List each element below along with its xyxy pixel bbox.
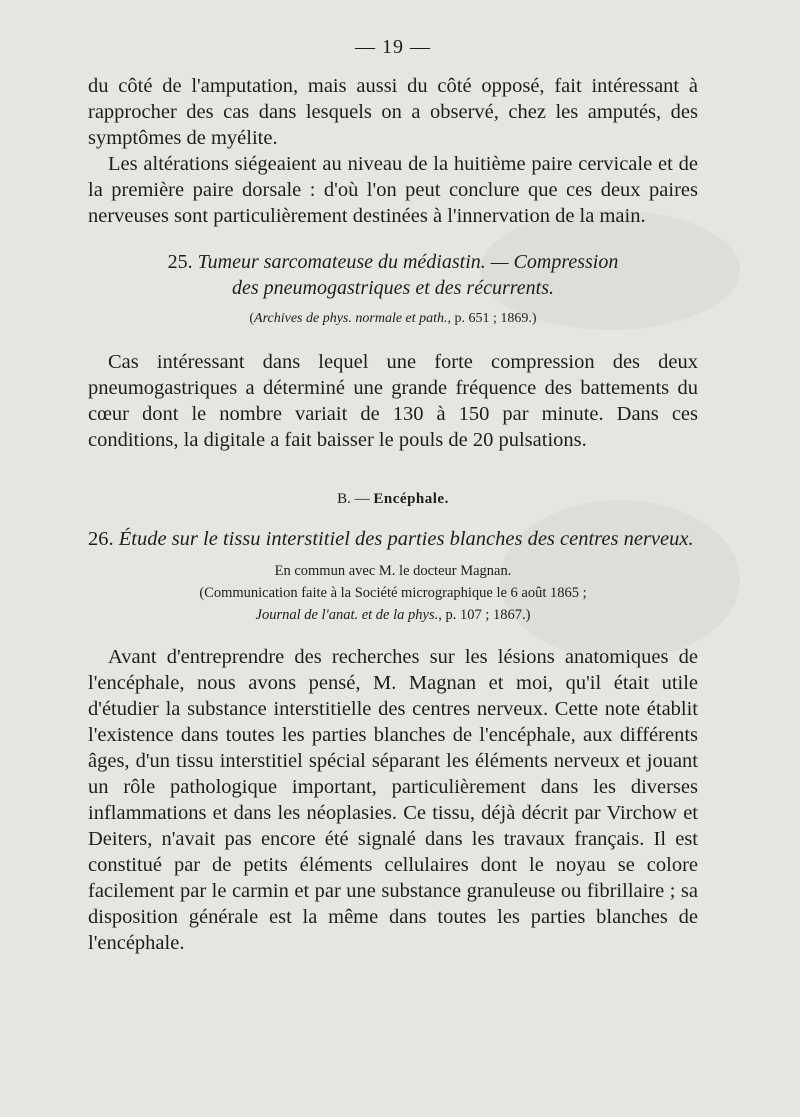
entry-26-communication: (Communication faite à la Société micrographique le 6 août 1865 ;	[199, 585, 587, 601]
ref-journal: Archives de phys. normale et path.	[254, 311, 448, 326]
section-b-title: Encéphale.	[373, 491, 449, 507]
entry-25-number: 25.	[167, 251, 193, 273]
entry-25-body: Cas intéressant dans lequel une forte compression des deux pneumogastriques a déterminé une grande fréquence des battements du cœur dont le nombre variait de 130 à 150 par minute. Dans ces conditions, la digitale a fait baisser le pouls de 20 pulsations.	[88, 351, 698, 451]
entry-26-title	[88, 526, 698, 552]
ref-prefix: (	[249, 311, 255, 326]
entry-26-title-text: Étude sur le tissu interstitiel des parties blanches des centres nerveux.	[118, 528, 694, 550]
paragraph-continuation: du côté de l'amputation, mais aussi du côté opposé, fait intéressant à rapprocher des cas dans lesquels on a observé, chez les amputés, des symptômes de myélite.	[88, 75, 698, 149]
entry-25-title-line1: Tumeur sarcomateuse du médiastin. — Compression	[197, 251, 619, 273]
paragraph-alterations: Les altérations siégeaient au niveau de la huitième paire cervicale et de la première paire dorsale : d'où l'on peut conclure que ces deux paires nerveuses sont particulièrement destinées à l'innervation de la main.	[88, 153, 698, 227]
entry-26-number: 26.	[88, 528, 114, 550]
entry-26-journal	[88, 604, 698, 626]
page-number: — 19 —	[355, 36, 431, 58]
entry-25-title	[88, 249, 698, 301]
entry-26-body: Avant d'entreprendre des recherches sur les lésions anatomiques de l'encéphale, nous avons pensé, M. Magnan et moi, qu'il était utile d'étudier la substance interstitielle des centres nerveux. Cette note établit l'existence dans toutes les parties blanches de l'encéphale, aux différents âges, d'un tissu interstitiel spécial séparant les éléments nerveux et jouant un rôle pathologique important, particulièrement dans les diverses inflammations et dans les néoplasies. Ce tissu, déjà décrit par Virchow et Deiters, n'avait pas encore été signalé dans les travaux français. Il est constitué par de petits éléments cellulaires dont le noyau se colore facilement par le carmin et par une substance granuleuse ou fibrillaire ; sa disposition générale est la même dans toutes les parties blanches de l'encéphale.	[88, 646, 698, 954]
entry-25-reference	[88, 311, 698, 327]
entry-25-title-line2: des pneumogastriques et des récurrents.	[232, 277, 554, 299]
page-content	[88, 36, 698, 956]
entry-26-coauthor: En commun avec M. le docteur Magnan.	[274, 563, 512, 579]
section-b-heading	[88, 491, 698, 508]
ref-suffix: , p. 651 ; 1869.)	[447, 311, 537, 326]
journal-suffix: , p. 107 ; 1867.)	[438, 607, 531, 623]
journal-title: Journal de l'anat. et de la phys.	[255, 607, 439, 623]
section-b-prefix: B. —	[337, 491, 370, 507]
